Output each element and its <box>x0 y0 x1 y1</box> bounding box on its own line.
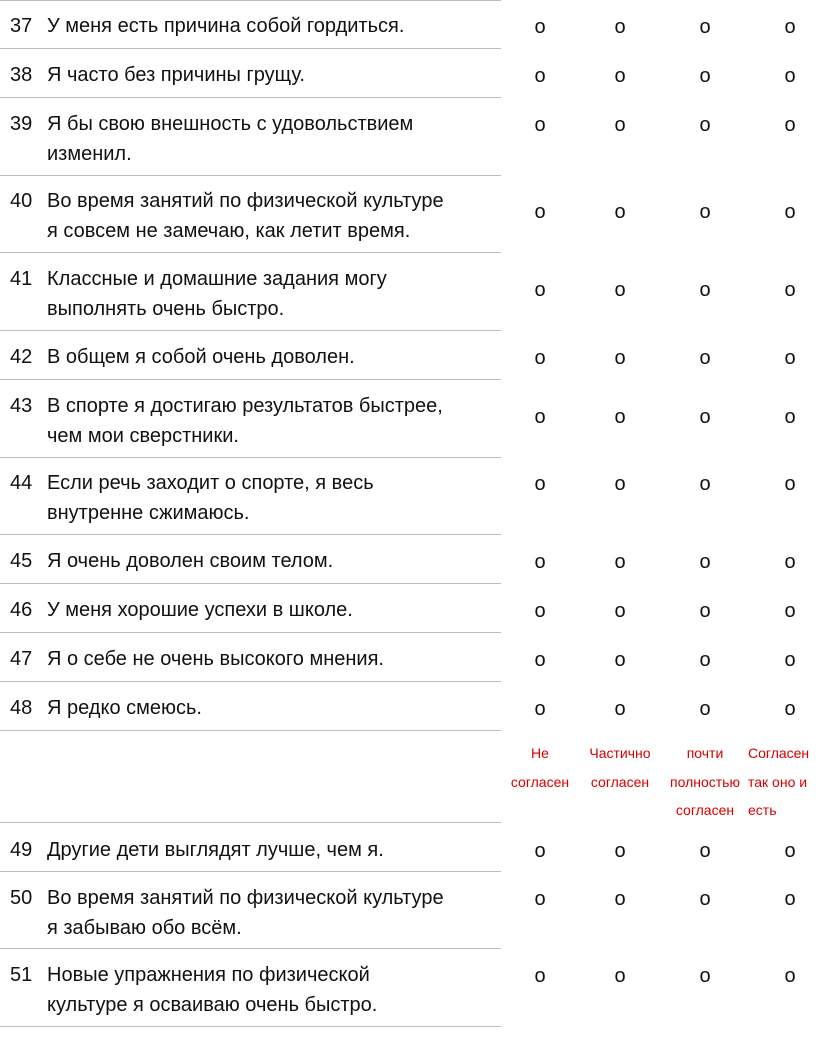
answer-option-agree[interactable]: o <box>784 600 796 622</box>
answer-option-almost-agree[interactable]: o <box>699 888 711 910</box>
answer-option-disagree[interactable]: o <box>534 698 546 720</box>
answer-option-disagree[interactable]: o <box>534 473 546 495</box>
question-number: 46 <box>10 599 33 621</box>
scale-label-partly-agree: Частично согласен <box>589 745 651 790</box>
scale-label-agree: Согласен так оно и есть <box>748 745 810 818</box>
answer-option-partly-agree[interactable]: o <box>614 965 626 987</box>
answer-option-almost-agree[interactable]: o <box>699 600 711 622</box>
answer-option-partly-agree[interactable]: o <box>614 16 626 38</box>
answer-option-almost-agree[interactable]: o <box>699 406 711 428</box>
question-number: 48 <box>10 697 33 719</box>
answer-option-almost-agree[interactable]: o <box>699 965 711 987</box>
row-divider <box>0 457 501 458</box>
row-divider <box>0 97 501 98</box>
question-number: 42 <box>10 346 33 368</box>
answer-option-agree[interactable]: o <box>784 406 796 428</box>
question-number: 37 <box>10 15 33 37</box>
answer-option-agree[interactable]: o <box>784 840 796 862</box>
answer-option-almost-agree[interactable]: o <box>699 16 711 38</box>
answer-option-almost-agree[interactable]: o <box>699 840 711 862</box>
row-divider <box>0 681 501 682</box>
answer-option-almost-agree[interactable]: o <box>699 201 711 223</box>
answer-option-almost-agree[interactable]: o <box>699 649 711 671</box>
answer-option-partly-agree[interactable]: o <box>614 279 626 301</box>
answer-option-disagree[interactable]: o <box>534 600 546 622</box>
answer-option-almost-agree[interactable]: o <box>699 347 711 369</box>
question-text: В общем я собой очень доволен. <box>47 346 355 368</box>
answer-option-disagree[interactable]: o <box>534 551 546 573</box>
row-divider <box>0 583 501 584</box>
answer-option-disagree[interactable]: o <box>534 16 546 38</box>
answer-option-almost-agree[interactable]: o <box>699 279 711 301</box>
answer-option-agree[interactable]: o <box>784 473 796 495</box>
question-text: Классные и домашние задания могу выполнять очень быстро. <box>47 268 387 320</box>
question-number: 50 <box>10 887 33 909</box>
answer-option-disagree[interactable]: o <box>534 406 546 428</box>
answer-option-disagree[interactable]: o <box>534 65 546 87</box>
answer-option-disagree[interactable]: o <box>534 347 546 369</box>
answer-option-partly-agree[interactable]: o <box>614 698 626 720</box>
answer-option-almost-agree[interactable]: o <box>699 551 711 573</box>
scale-label-almost-agree: почти полностью согласен <box>670 745 740 818</box>
answer-option-partly-agree[interactable]: o <box>614 551 626 573</box>
answer-option-almost-agree[interactable]: o <box>699 473 711 495</box>
answer-option-disagree[interactable]: o <box>534 201 546 223</box>
answer-option-partly-agree[interactable]: o <box>614 888 626 910</box>
answer-option-partly-agree[interactable]: o <box>614 600 626 622</box>
scale-label-disagree: Не согласен <box>510 745 570 790</box>
answer-option-disagree[interactable]: o <box>534 888 546 910</box>
answer-option-agree[interactable]: o <box>784 114 796 136</box>
answer-option-almost-agree[interactable]: o <box>699 698 711 720</box>
question-number: 47 <box>10 648 33 670</box>
answer-option-partly-agree[interactable]: o <box>614 65 626 87</box>
answer-option-disagree[interactable]: o <box>534 840 546 862</box>
question-number: 38 <box>10 64 33 86</box>
question-text: Я часто без причины грущу. <box>47 64 305 86</box>
answer-option-agree[interactable]: o <box>784 965 796 987</box>
answer-option-disagree[interactable]: o <box>534 649 546 671</box>
row-divider <box>0 822 501 823</box>
question-text: Другие дети выглядят лучше, чем я. <box>47 839 384 861</box>
answer-option-partly-agree[interactable]: o <box>614 201 626 223</box>
row-divider <box>0 252 501 253</box>
row-divider <box>0 175 501 176</box>
answer-option-disagree[interactable]: o <box>534 114 546 136</box>
question-text: Я бы свою внешность с удовольствием изменил. <box>47 113 414 165</box>
answer-option-almost-agree[interactable]: o <box>699 114 711 136</box>
question-number: 41 <box>10 268 33 290</box>
row-divider <box>0 730 501 731</box>
question-number: 51 <box>10 964 33 986</box>
row-divider <box>0 379 501 380</box>
answer-option-almost-agree[interactable]: o <box>699 65 711 87</box>
row-divider <box>0 632 501 633</box>
answer-option-partly-agree[interactable]: o <box>614 347 626 369</box>
question-text: Во время занятий по физической культуре я забываю обо всём. <box>47 887 444 939</box>
answer-option-disagree[interactable]: o <box>534 965 546 987</box>
row-divider <box>0 948 501 949</box>
answer-option-partly-agree[interactable]: o <box>614 840 626 862</box>
question-number: 45 <box>10 550 33 572</box>
row-divider <box>0 0 501 1</box>
answer-option-agree[interactable]: o <box>784 649 796 671</box>
row-divider <box>0 534 501 535</box>
answer-option-agree[interactable]: o <box>784 65 796 87</box>
answer-option-disagree[interactable]: o <box>534 279 546 301</box>
answer-option-partly-agree[interactable]: o <box>614 406 626 428</box>
question-text: Я очень доволен своим телом. <box>47 550 334 572</box>
row-divider <box>0 871 501 872</box>
row-divider <box>0 1026 501 1027</box>
question-text: Если речь заходит о спорте, я весь внутренне сжимаюсь. <box>47 472 374 524</box>
question-text: У меня хорошие успехи в школе. <box>47 599 353 621</box>
question-text: В спорте я достигаю результатов быстрее, чем мои сверстники. <box>47 395 443 447</box>
answer-option-agree[interactable]: o <box>784 347 796 369</box>
question-number: 40 <box>10 190 33 212</box>
question-number: 43 <box>10 395 33 417</box>
question-number: 44 <box>10 472 33 494</box>
question-text: Я редко смеюсь. <box>47 697 202 719</box>
question-text: Новые упражнения по физической культуре я осваиваю очень быстро. <box>47 964 378 1016</box>
answer-option-partly-agree[interactable]: o <box>614 473 626 495</box>
question-text: Я о себе не очень высокого мнения. <box>47 648 384 670</box>
answer-option-agree[interactable]: o <box>784 279 796 301</box>
row-divider <box>0 330 501 331</box>
question-number: 39 <box>10 113 33 135</box>
question-number: 49 <box>10 839 33 861</box>
answer-option-agree[interactable]: o <box>784 551 796 573</box>
answer-option-agree[interactable]: o <box>784 888 796 910</box>
answer-option-partly-agree[interactable]: o <box>614 649 626 671</box>
answer-option-agree[interactable]: o <box>784 698 796 720</box>
question-text: Во время занятий по физической культуре я совсем не замечаю, как летит время. <box>47 190 444 242</box>
question-text: У меня есть причина собой гордиться. <box>47 15 405 37</box>
answer-option-partly-agree[interactable]: o <box>614 114 626 136</box>
row-divider <box>0 48 501 49</box>
answer-option-agree[interactable]: o <box>784 16 796 38</box>
answer-option-agree[interactable]: o <box>784 201 796 223</box>
